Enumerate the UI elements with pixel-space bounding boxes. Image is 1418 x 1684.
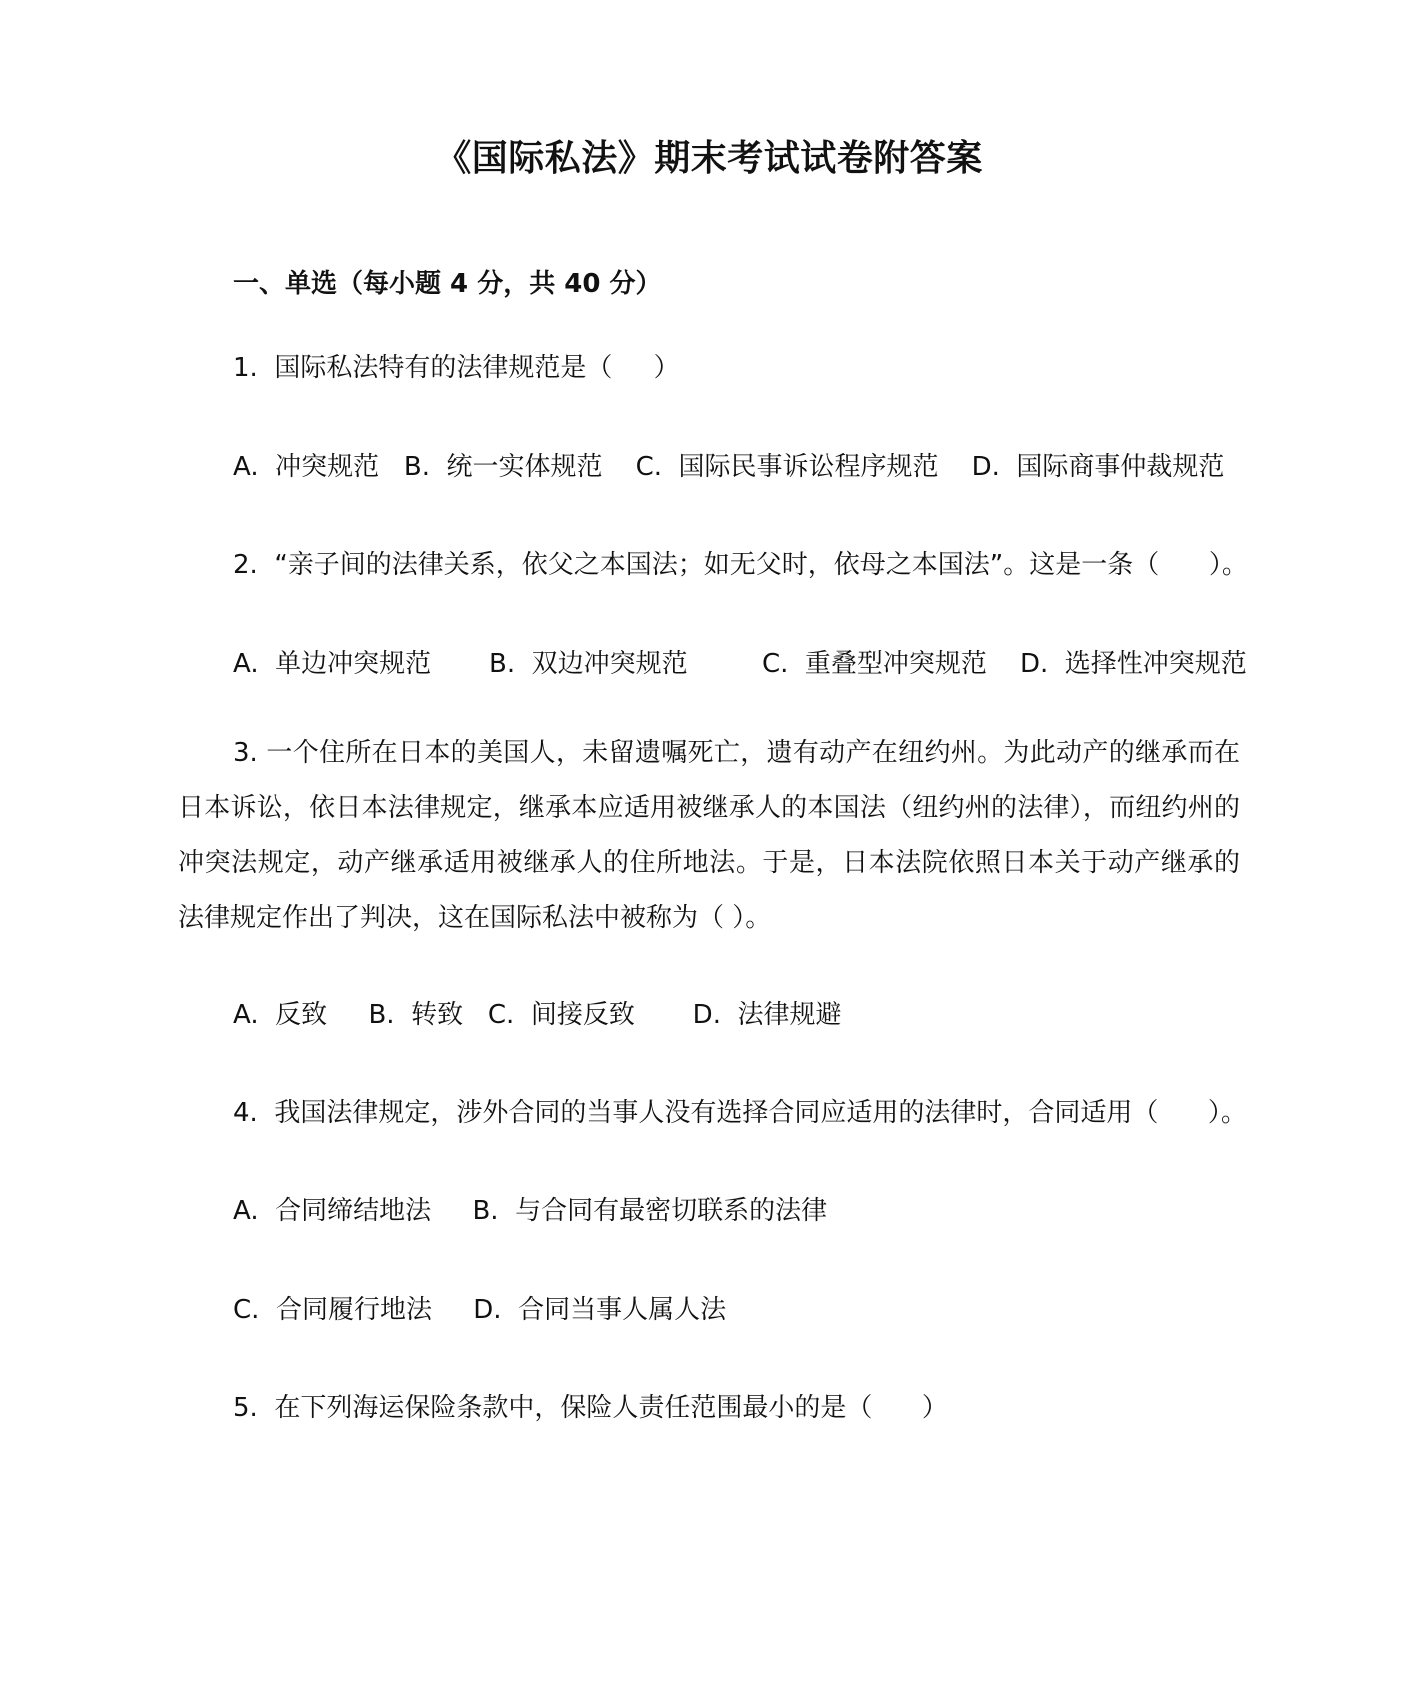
question-4: 4. 我国法律规定，涉外合同的当事人没有选择合同应适用的法律时，合同适用（ ）。 [233,1098,1247,1128]
question-5: 5. 在下列海运保险条款中，保险人责任范围最小的是（ ） [233,1393,948,1423]
question-4-options-cd: C. 合同履行地法 D. 合同当事人属人法 [233,1295,727,1325]
question-4-options-ab: A. 合同缔结地法 B. 与合同有最密切联系的法律 [233,1196,828,1226]
question-3-options: A. 反致 B. 转致 C. 间接反致 D. 法律规避 [233,1000,842,1030]
document-title: 《国际私法》期末考试试卷附答案 [435,138,983,179]
question-1-options: A. 冲突规范 B. 统一实体规范 C. 国际民事诉讼程序规范 D. 国际商事仲裁规范 [233,452,1225,482]
section-heading: 一、单选（每小题 4 分，共 40 分） [233,269,662,299]
question-2-options: A. 单边冲突规范 B. 双边冲突规范 C. 重叠型冲突规范 D. 选择性冲突规范 [233,649,1247,679]
question-2: 2. “亲子间的法律关系，依父之本国法；如无父时，依母之本国法”。这是一条（ ）。 [233,550,1248,580]
question-1: 1. 国际私法特有的法律规范是（ ） [233,353,680,383]
question-3: 3. 一个住所在日本的美国人，未留遗嘱死亡，遗有动产在纽约州。为此动产的继承而在日本诉讼，依日本法律规定，继承本应适用被继承人的本国法（纽约州的法律），而纽约州的冲突法规定，动产继承适用被继承人的住所地法。于是，日本法院依照日本关于动产继承的法律规定作出了判决，这在国际私法中被称为（ ）。 [178,738,1240,933]
